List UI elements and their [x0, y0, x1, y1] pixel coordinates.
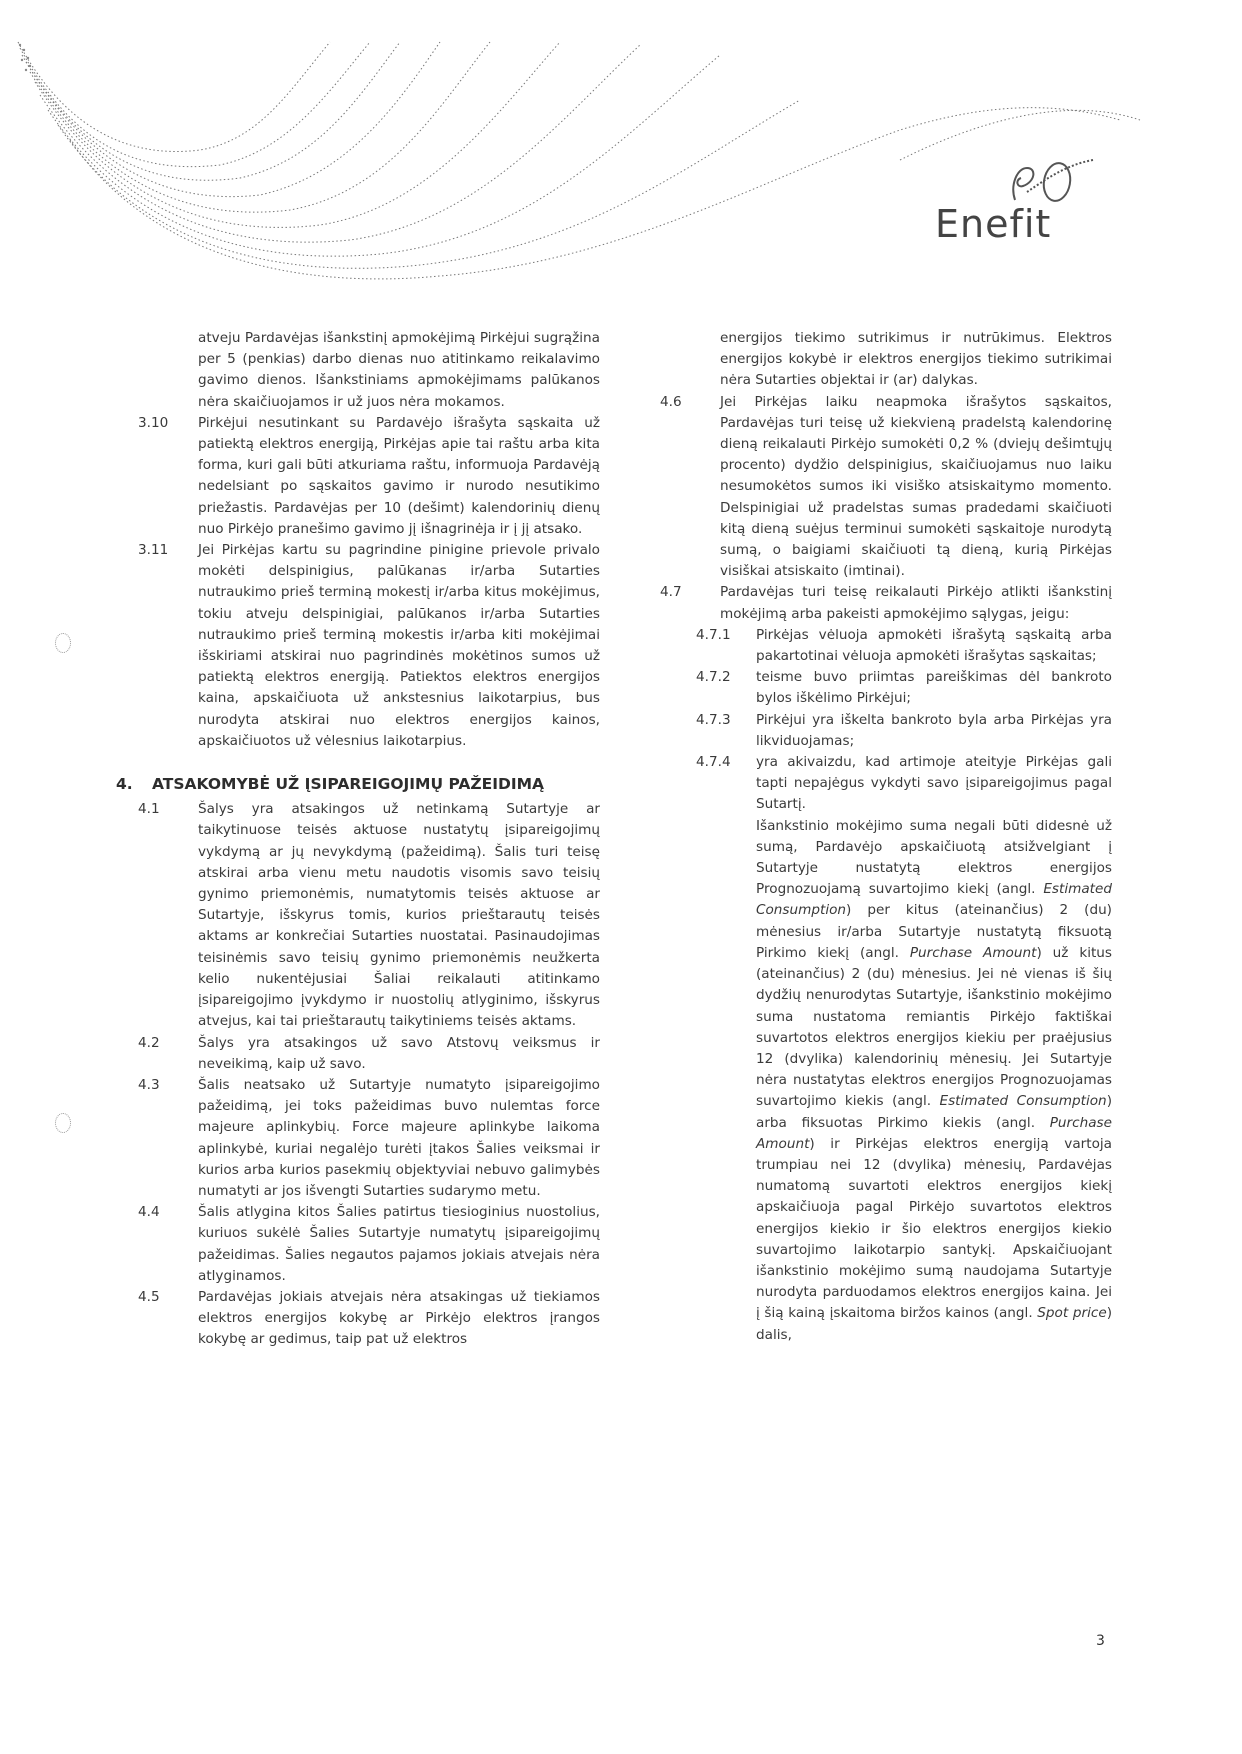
text-run: ) dalis, — [756, 1305, 1112, 1343]
clause-number: 3.10 — [138, 414, 169, 431]
italic-term: Purchase Amount — [756, 1114, 1112, 1152]
clause-4-7-4 — [696, 752, 1112, 816]
clause-4-5 — [138, 1287, 600, 1351]
section-heading — [116, 774, 600, 795]
enefit-swirl-icon — [1005, 150, 1095, 205]
subclause-text: teisme buvo priimtas pareiškimas dėl bankroto bylos iškėlimo Pirkėjui; — [756, 669, 1112, 707]
clause-text: Šalys yra atsakingos už savo Atstovų veiksmus ir neveikimą, kaip už savo. — [198, 1034, 600, 1072]
clause-4-7 — [660, 582, 1112, 624]
italic-term: Estimated Consumption — [756, 881, 1112, 919]
subclause-text: Pirkėjui yra iškelta bankroto byla arba Pirkėjas yra likviduojamas; — [756, 711, 1112, 749]
italic-term: Estimated Consumption — [939, 1093, 1107, 1110]
clause-text: Pardavėjas jokiais atvejais nėra atsakingas už tiekiamos elektros energijos kokybę ar Pirkėjo elektros įrangos kokybę ar gedimus, taip pat už elektros — [198, 1288, 600, 1348]
paragraph-3-9-continuation: atveju Pardavėjas išankstinį apmokėjimą Pirkėjui sugrąžina per 5 (penkias) darbo dienas nuo atitinkamo reikalavimo gavimo dienos. Išankstiniams apmokėjimams palūkanos nėra skaičiuojamos ir už juos nėra mokamos. — [198, 330, 600, 410]
clause-4-3 — [138, 1075, 600, 1202]
clause-number: 4.6 — [660, 393, 682, 410]
clause-text: Šalis atlygina kitos Šalies patirtus tiesioginius nuostolius, kuriuos sukėlė Šalies Sutartyje numatytų įsipareigojimų pažeidimas. Šalies negautos pajamos jokiais atvejais nėra atlyginamos. — [198, 1204, 600, 1284]
section-title: ATSAKOMYBĖ UŽ ĮSIPAREIGOJIMŲ PAŽEIDIMĄ — [152, 775, 545, 794]
clause-3-11 — [138, 540, 600, 752]
subclause-number: 4.7.4 — [696, 754, 731, 771]
clause-4-4 — [138, 1202, 600, 1287]
subclause-number: 4.7.2 — [696, 669, 731, 686]
prepayment-paragraph — [660, 816, 1112, 1346]
clause-4-7-2 — [696, 667, 1112, 709]
text-run: Išankstinio mokėjimo suma negali būti didesnė už sumą, Pardavėjo apskaičiuotą atsižvelgiant į Sutartyje nustatytą elektros energijos Prognozuojamą suvartojimo kiekį (angl. — [756, 817, 1112, 898]
text-run: ) arba fiksuotas Pirkimo kiekis (angl. — [756, 1093, 1112, 1131]
clause-number: 3.11 — [138, 542, 169, 559]
text-run: ) už kitus (ateinančius) 2 (du) mėnesius. Jei nė vienas iš šių dydžių nenurodytas Sutartyje, išankstinio mokėjimo suma nustatoma remiantis Pirkėjo faktiškai suvartotos elektros energijos kiekiu per praėjusius 12 (dvylika) kalendorinių mėnesių. Jei Sutartyje nėra nustatytas elektros energijos Prognozuojamas suvartojimo kiekis (angl. — [756, 944, 1113, 1110]
brand-name: Enefit — [935, 202, 1052, 246]
italic-term: Purchase Amount — [909, 944, 1037, 961]
binder-hole-mark — [55, 633, 71, 653]
clause-text: Pardavėjas turi teisę reikalauti Pirkėjo atlikti išankstinį mokėjimą arba pakeisti apmokėjimo sąlygas, jeigu: — [720, 584, 1112, 622]
italic-term: Spot price — [1037, 1305, 1107, 1322]
paragraph-4-5-continuation: energijos tiekimo sutrikimus ir nutrūkimus. Elektros energijos kokybė ir elektros energijos tiekimo sutrikimai nėra Sutarties objektai ir (ar) dalykas. — [720, 330, 1112, 389]
section-number: 4. — [116, 775, 133, 794]
page-number: 3 — [1096, 1633, 1105, 1649]
clause-number: 4.3 — [138, 1076, 160, 1093]
clause-text: Šalis neatsako už Sutartyje numatyto įsipareigojimo pažeidimą, jei toks pažeidimas buvo nulemtas force majeure aplinkybių. Force majeure aplinkybe laikoma aplinkybė, kuriai negalėjo turėti įtakos Šalies veiksmai ir kurios arba kurios pasekmių objektyviai nebuvo galimybės numatyti ar jos išvengti Sutarties sudarymo metu. — [198, 1076, 600, 1199]
clause-number: 4.4 — [138, 1204, 160, 1221]
subclause-number: 4.7.3 — [696, 711, 731, 728]
clause-4-6 — [660, 392, 1112, 583]
clause-text: Pirkėjui nesutinkant su Pardavėjo išrašyta sąskaita už patiektą elektros energiją, Pirkėjas apie tai raštu arba kita forma, kuri gali būti atkuriama raštu, informuoja Pardavėją nedelsiant po sąskaitos gavimo ir nurodo nesutikimo priežastis. Pardavėjas per 10 (dešimt) kalendorinių dienų nuo Pirkėjo pranešimo gavimo jį išnagrinėja ir į jį atsako. — [198, 414, 600, 537]
binder-hole-mark — [55, 1113, 71, 1133]
clause-4-1 — [138, 799, 600, 1032]
clause-number: 4.7 — [660, 584, 682, 601]
subclause-number: 4.7.1 — [696, 626, 731, 643]
clause-text: Jei Pirkėjas laiku neapmoka išrašytos sąskaitos, Pardavėjas turi teisę už kiekvieną pradelstą kalendorinę dieną reikalauti Pirkėjo sumokėti 0,2 % (dviejų dešimtųjų procento) dydžio delspinigius, skaičiuojamus nuo laiku nesumokėtos sumos iki visiško atsiskaitymo momento. Delspinigiai už pradelstas sumas pradedami skaičiuoti kitą dieną suėjus terminui sumokėti sąskaitoje nurodytą sumą, o baigiami skaičiuoti tą dieną, kurią Pirkėjas visiškai atsiskaito (imtinai). — [720, 393, 1112, 580]
enefit-logo — [935, 150, 1095, 245]
clause-number: 4.2 — [138, 1034, 160, 1051]
clause-4-7-3 — [696, 710, 1112, 752]
clause-text: Jei Pirkėjas kartu su pagrindine pinigine prievole privalo mokėti delspinigius, palūkanas ir/arba Sutarties nutraukimo prieš terminą mokestį ir/arba kitus mokėjimus, tokiu atveju delspinigiai, palūkanos ir/arba Sutarties nutraukimo prieš terminą mokestis ir/arba kiti mokėjimai išskiriami atskirai nuo pagrindinės mokėtinos sumos už patiektą elektros energiją. Patiektos elektros energijos kaina, apskaičiuota už ankstesnius laikotarpius, bus nurodyta atskirai nuo elektros energijos kainos, apskaičiuotos už vėlesnius laikotarpius. — [198, 542, 600, 749]
clause-3-10 — [138, 413, 600, 540]
subclause-text: yra akivaizdu, kad artimoje ateityje Pirkėjas gali tapti nepajėgus vykdyti savo įsipareigojimus pagal Sutartį. — [756, 754, 1112, 813]
clause-number: 4.1 — [138, 801, 160, 818]
clause-text: Šalys yra atsakingos už netinkamą Sutartyje ar taikytinuose teisės aktuose nustatytų įsipareigojimų vykdymą ar jų nevykdymą (pažeidimą). Šalis turi teisę atskirai arba vienu metu naudotis visomis savo teisių gynimo priemonėmis, numatytomis teisės aktuose ar Sutartyje, išskyrus tomis, kurios prieštarautų teisės aktams ar konkrečiai Sutarties nuostatai. Pasinaudojimas teisinėmis savo teisių gynimo priemonėmis neužkerta kelio nukentėjusiai Šaliai reikalauti atitinkamo įsipareigojimo įvykdymo ir nuostolių atlyginimo, išskyrus atvejus, kai tai prieštarautų taikytiniems teisės aktams. — [198, 801, 600, 1030]
right-column — [660, 328, 1112, 1346]
left-column — [116, 328, 600, 1351]
text-run: ) per kitus (ateinančius) 2 (du) mėnesius ir/arba Sutartyje nustatytą fiksuotą Pirkimo kiekį (angl. — [756, 902, 1112, 961]
clause-number: 4.5 — [138, 1288, 160, 1305]
clause-4-7-1 — [696, 625, 1112, 667]
text-run: ) ir Pirkėjas elektros energiją vartoja trumpiau nei 12 (dvylika) mėnesių, Pardavėjas numatomą suvartoti elektros energijos kiekį apskaičiuoja pagal Pirkėjo suvartotos elektros energijos kiekio ir šio elektros energijos kiekio suvartojimo laikotarpio santykį. Apskaičiuojant išankstinio mokėjimo sumą naudojama Sutartyje nurodyta parduodamos elektros energijos kaina. Jei į šią kainą įskaitoma biržos kainos (angl. — [756, 1135, 1112, 1322]
clause-4-2 — [138, 1033, 600, 1075]
subclause-text: Pirkėjas vėluoja apmokėti išrašytą sąskaitą arba pakartotinai vėluoja apmokėti išrašytas sąskaitas; — [756, 626, 1112, 665]
